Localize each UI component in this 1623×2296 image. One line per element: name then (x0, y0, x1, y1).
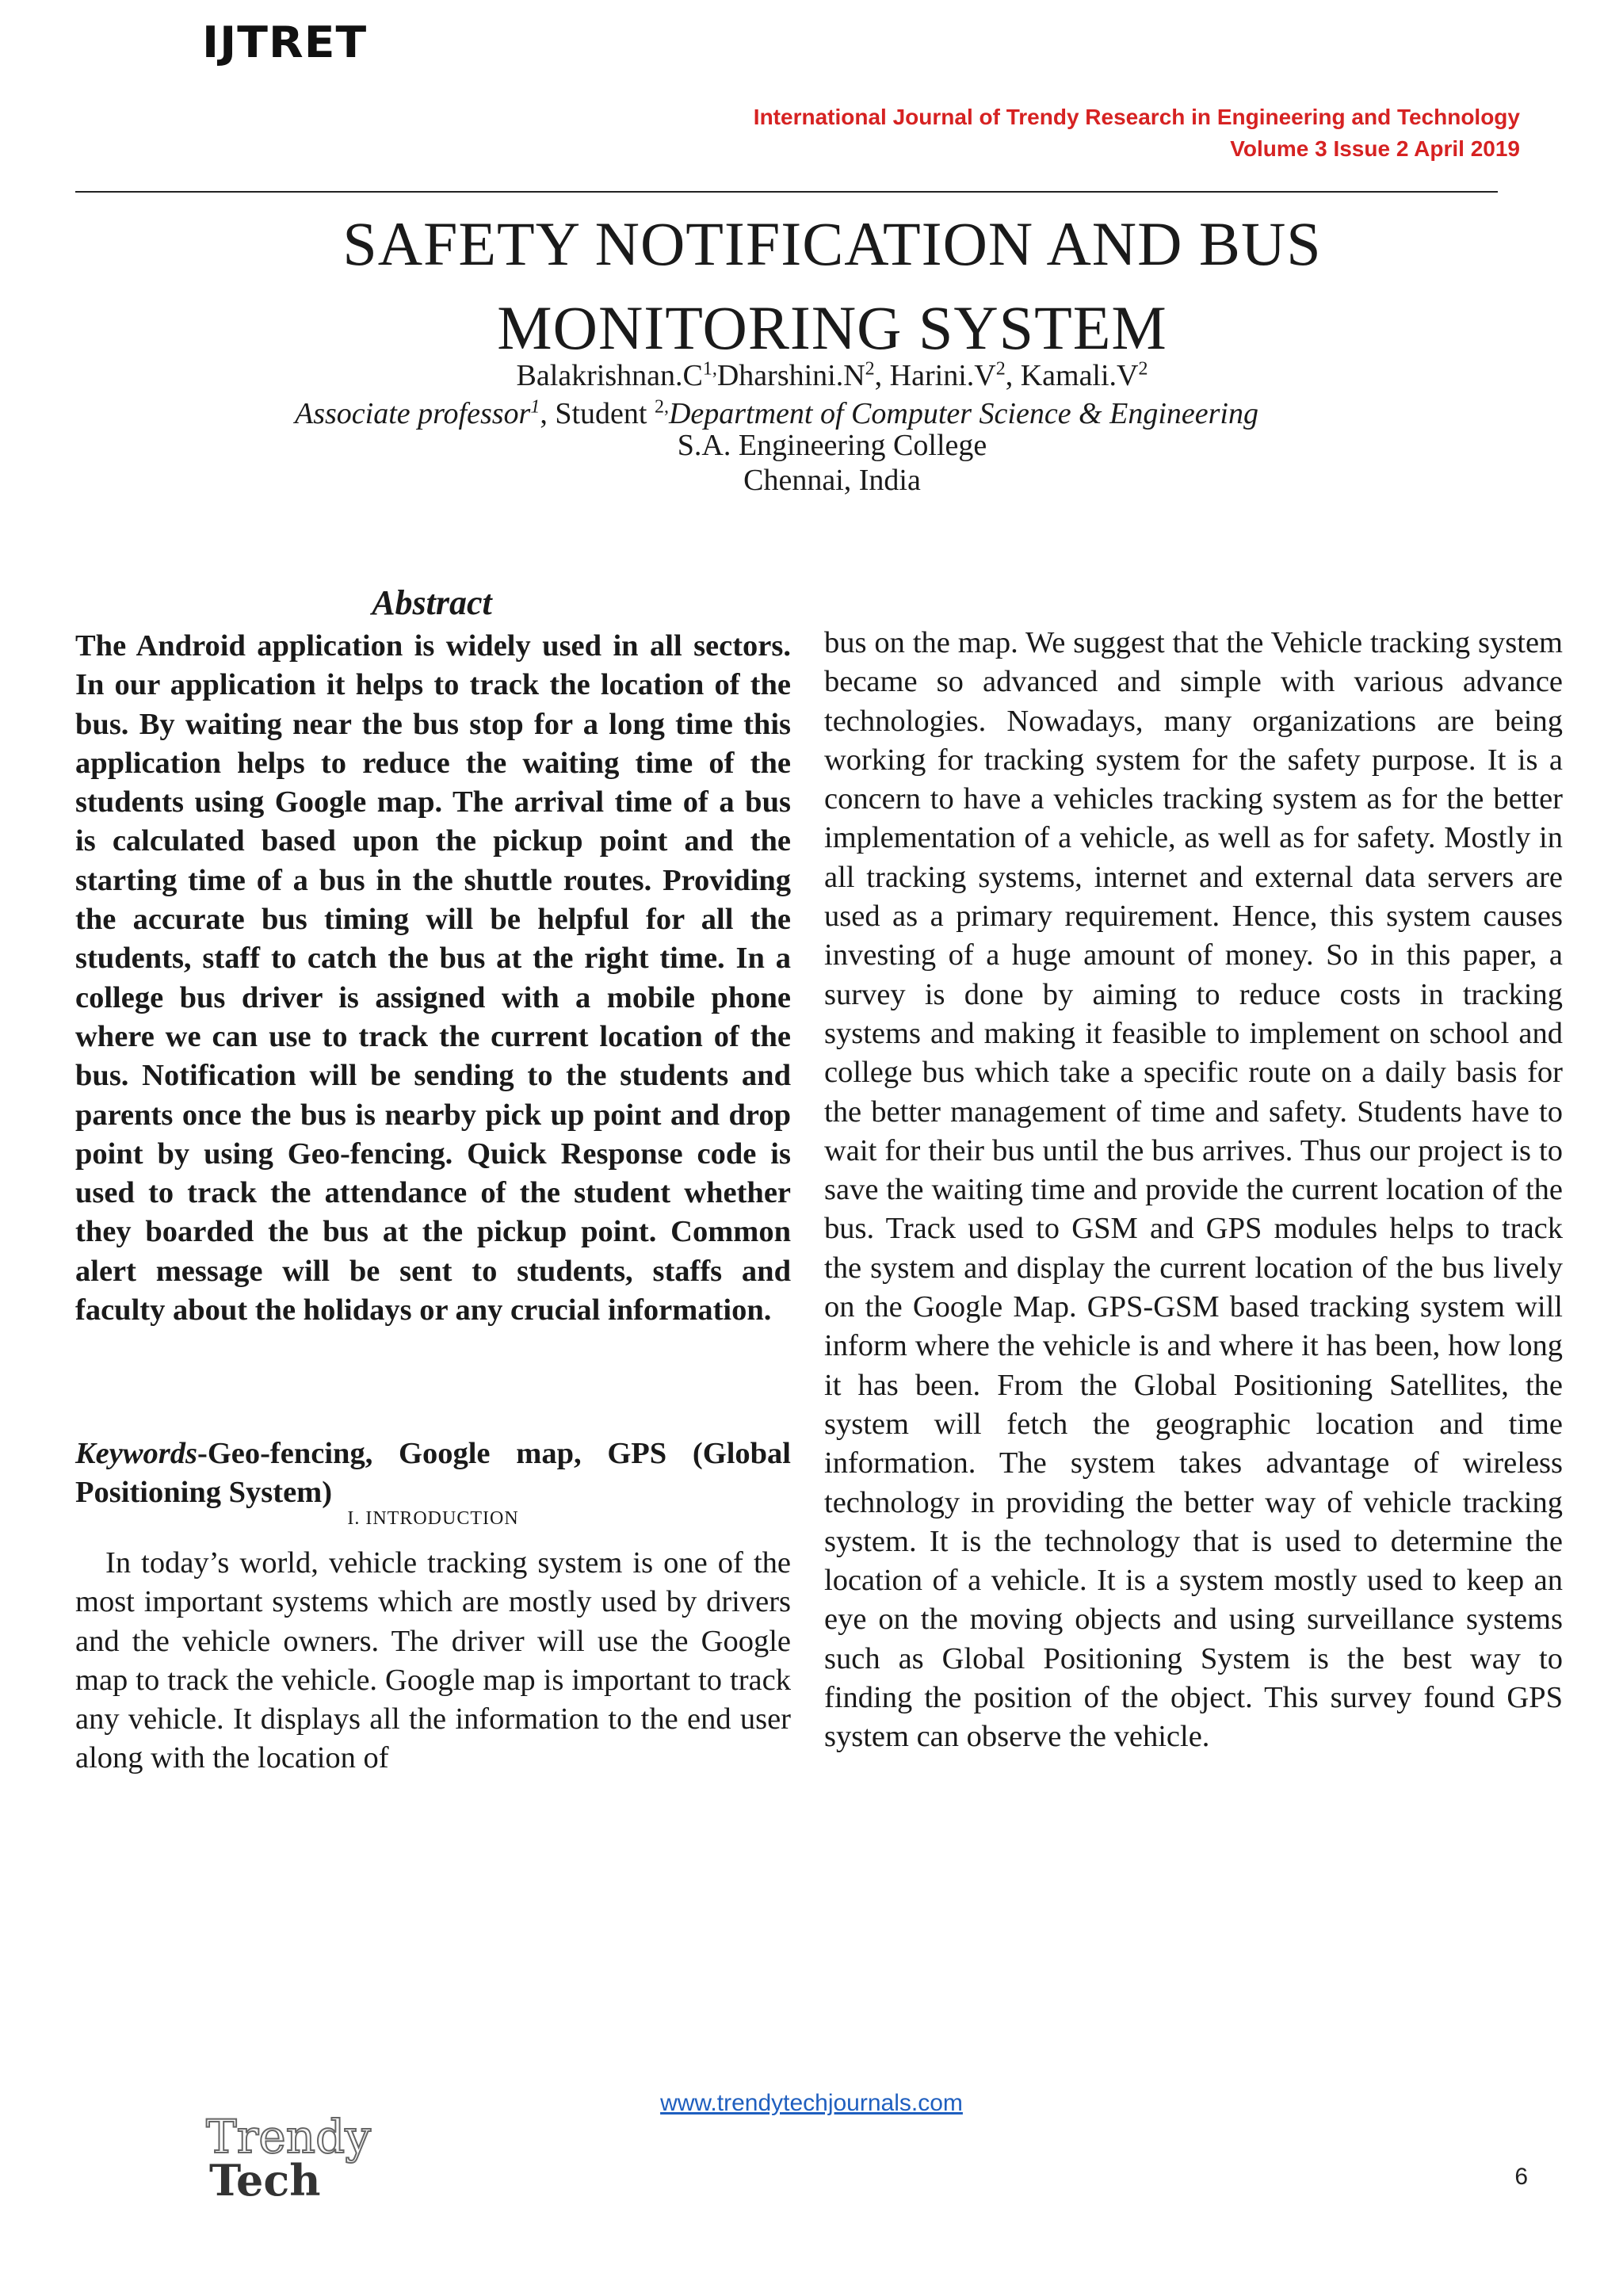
logo-tech-text: Tech (209, 2155, 321, 2206)
author-2: Dharshini.N (716, 359, 865, 392)
keywords-label: Keywords (75, 1437, 197, 1470)
author-1-sup: 1, (702, 358, 717, 380)
role-1-sup: 1 (530, 396, 540, 418)
author-3-sup: 2 (995, 358, 1006, 380)
author-1: Balakrishnan.C (516, 359, 703, 392)
ijtret-logo: IJTRET (202, 17, 368, 67)
page-number: 6 (1514, 2164, 1528, 2190)
intro-paragraph-left: In today’s world, vehicle tracking system is one of the most important systems which are mostly used by drivers and the vehicle owners. The driver will use the Google map to track the vehicle. Google map is important to track any vehicle. It displays all the information to the end user along with the location of (75, 1546, 791, 1775)
author-list (79, 358, 1585, 393)
paper-title (158, 202, 1506, 370)
role-2-sup: 2, (654, 396, 669, 418)
abstract-text: The Android application is widely used in all sectors. In our application it helps to track the location of the bus. By waiting near the bus stop for a long time this application helps to reduce the waiting time of the students using Google map. The arrival time of a bus is calculated based upon the pickup point and the starting time of a bus in the shuttle routes. Providing the accurate bus timing will be helpful for all the students, staff to catch the bus at the right time. In a college bus driver is assigned with a mobile phone where we can use to track the current location of the bus. Notification will be sending to the students and parents once the bus is nearby pick up point and drop point by using Geo-fencing. Quick Response code is used to track the attendance of the student whether they boarded the bus at the pickup point. Common alert message will be sent to students, staffs and faculty about the holidays or any crucial information. (75, 629, 791, 1328)
journal-issue: Volume 3 Issue 2 April 2019 (1230, 136, 1520, 161)
footer-website-link[interactable]: www.trendytechjournals.com (660, 2090, 963, 2116)
section-heading-introduction: I. INTRODUCTION (347, 1508, 519, 1529)
introduction-left-column (75, 1544, 791, 1778)
author-4-sup: 2 (1138, 358, 1148, 380)
trendy-tech-logo (198, 2100, 388, 2219)
keywords-list: -Geo-fencing, Google map, GPS (Global Positioning System) (75, 1437, 791, 1510)
header-rule (75, 191, 1498, 193)
author-2-sup: 2 (865, 358, 875, 380)
department: Department of Computer Science & Engineering (668, 397, 1258, 430)
city-name: Chennai, India (743, 464, 921, 497)
author-3: , Harini.V (874, 359, 996, 392)
author-4: , Kamali.V (1005, 359, 1139, 392)
journal-header (754, 101, 1520, 165)
author-affiliation (143, 396, 1411, 431)
introduction-right-column: bus on the map. We suggest that the Vehicle tracking system became so advanced and simple with various advance technologies. Nowadays, many organizations are being working for tracking system for the safety purpose. It is a concern to have a vehicles tracking system as for the better implementation of a vehicle, as well as for safety. Mostly in all tracking systems, internet and external data servers are used as a primary requirement. Hence, this system causes investing of a huge amount of money. So in this paper, a survey is done by aiming to reduce costs in tracking systems and making it feasible to implement on school and college bus which take a specific route on a daily basis for the better management of time and safety. Students have to wait for their bus until the bus arrives. Thus our project is to save the waiting time and provide the current location of the bus. Track used to GSM and GPS modules helps to track the system and display the current location of the bus lively on the Google Map. GPS-GSM based tracking system will inform where the vehicle is and where it has been, how long it has been. From the Global Positioning Satellites, the system will fetch the geographic location and time information. The system takes advantage of wireless technology in providing the better way of vehicle tracking system. It is the technology that is used to determine the location of a vehicle. It is a system mostly used to keep an eye on the moving objects and using surveillance systems such as Global Positioning System is the best way to finding the position of the object. This survey found GPS system can observe the vehicle. (824, 626, 1563, 1754)
title-line-2: MONITORING SYSTEM (497, 293, 1167, 362)
logo-trendy-text: Trendy (206, 2110, 371, 2164)
role-associate-professor: Associate professor (295, 397, 531, 430)
journal-name: International Journal of Trendy Research in Engineering and Technology (753, 105, 1520, 129)
college-name: S.A. Engineering College (677, 429, 987, 462)
keywords (75, 1435, 791, 1513)
role-student: , Student (540, 397, 647, 430)
title-line-1: SAFETY NOTIFICATION AND BUS (342, 209, 1322, 278)
abstract-heading: Abstract (372, 583, 492, 622)
